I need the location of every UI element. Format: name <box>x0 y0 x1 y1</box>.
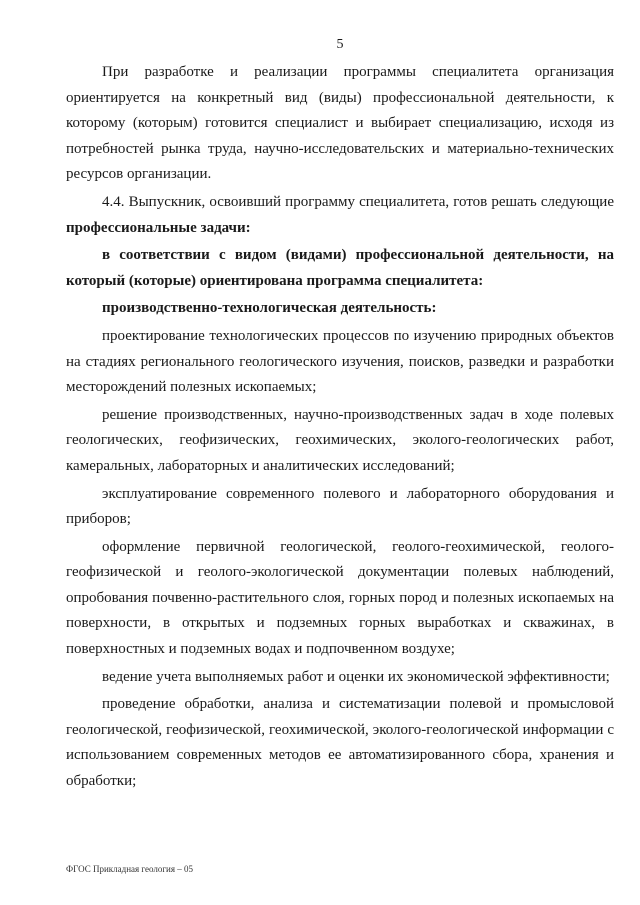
section-4-4-bold: профессиональные задачи: <box>66 219 251 236</box>
task-documentation: оформление первичной геологической, геолого-геохимической, геолого-геофизической и геолого-экологической документации полевых наблюдений, опробования почвенно-растительного слоя, горных пород и полезных ископаемых на поверхности, в открытых и подземных горных выработках и скважинах, в поверхностных и подземных водах и подпочвенном воздухе; <box>66 538 614 658</box>
heading-production-activity: производственно-технологическая деятельность: <box>102 300 437 317</box>
section-4-4 <box>66 190 614 241</box>
page-content <box>66 60 614 795</box>
paragraph-intro: При разработке и реализации программы специалитета организация ориентируется на конкретный вид (виды) профессиональной деятельности, к которому (которым) готовится специалист и выбирает специализацию, исходя из потребностей рынка труда, научно-исследовательских и материально-технических ресурсов организации. <box>66 64 614 183</box>
task-accounting: ведение учета выполняемых работ и оценки их экономической эффективности; <box>102 668 610 685</box>
task-design: проектирование технологических процессов по изучению природных объектов на стадиях регионального геологического изучения, поисков, разведки и разработки месторождений полезных ископаемых; <box>66 327 614 396</box>
heading-activity-type: в соответствии с видом (видами) профессиональной деятельности, на который (которые) ориентирована программа специалитета: <box>66 247 614 289</box>
task-processing: проведение обработки, анализа и систематизации полевой и промысловой геологической, геофизической, геохимической, эколого-геологической информации с использованием современных методов ее автоматизированного сбора, хранения и обработки; <box>66 696 614 790</box>
section-4-4-text: 4.4. Выпускник, освоивший программу специалитета, готов решать следующие <box>102 193 614 210</box>
document-footer: ФГОС Прикладная геология – 05 <box>66 864 193 874</box>
task-solving: решение производственных, научно-производственных задач в ходе полевых геологических, геофизических, геохимических, эколого-геологических работ, камеральных, лабораторных и аналитических исследований; <box>66 406 614 474</box>
page-number: 5 <box>336 37 344 52</box>
task-equipment: эксплуатирование современного полевого и лабораторного оборудования и приборов; <box>66 485 614 528</box>
